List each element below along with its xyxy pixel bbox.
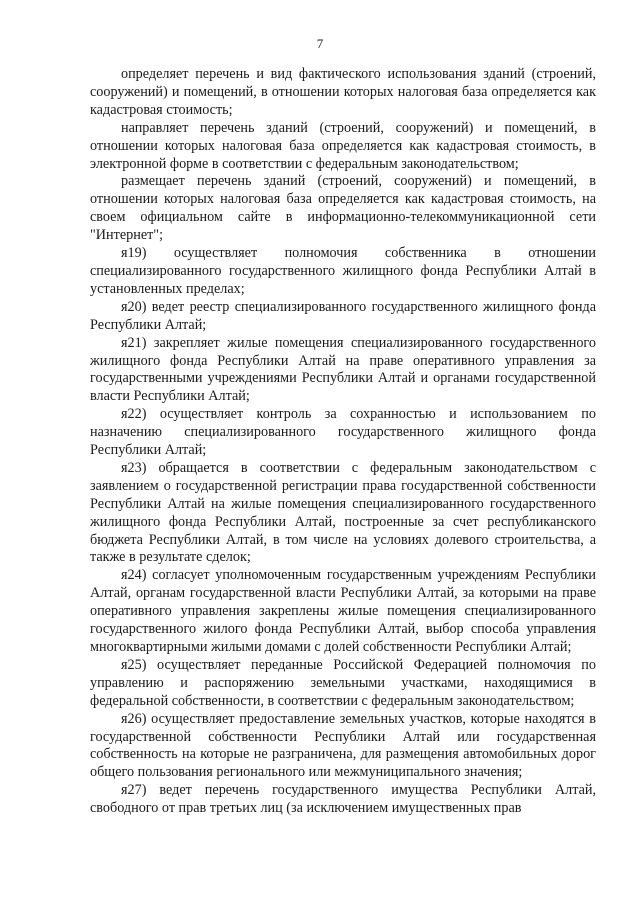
- paragraph-item-19: я19) осуществляет полномочия собственника в отношении специализированного государственного жилищного фонда Республики Алтай в установленных пределах;: [90, 245, 596, 297]
- page-number: 7: [316, 36, 324, 51]
- document-body: [90, 66, 596, 818]
- paragraph-item-21: я21) закрепляет жилые помещения специализированного государственного жилищного фонда Республики Алтай на праве оперативного управления за государственными учреждениями Республики Алтай и органами государственной власти Республики Алтай;: [90, 334, 596, 405]
- paragraph-item-25: я25) осуществляет переданные Российской Федерацией полномочия по управлению и распоряжению земельными участками, находящимися в федеральной собственности, в соответствии с федеральным законодательством;: [90, 656, 596, 709]
- paragraph-list-continuation: определяет перечень и вид фактического использования зданий (строений, сооружений) и помещений, в отношении которых налоговая база определяется как кадастровая стоимость;: [90, 66, 596, 118]
- paragraph-item-23: я23) обращается в соответствии с федеральным законодательством с заявлением о государственной регистрации права государственной собственности Республики Алтай на жилые помещения специализированного государственного жилищного фонда Республики Алтай, построенные за счет республиканского бюджета Республики Алтай, в том числе на условиях долевого строительства, а также в результате сделок;: [90, 459, 596, 566]
- paragraph-item-22: я22) осуществляет контроль за сохранностью и использованием по назначению специализированного государственного жилищного фонда Республики Алтай;: [90, 406, 596, 459]
- paragraph-send-list: направляет перечень зданий (строений, сооружений) и помещений, в отношении которых налоговая база определяется как кадастровая стоимость, в электронной форме в соответствии с федеральным законодательством;: [90, 119, 596, 172]
- paragraph-publish-list: размещает перечень зданий (строений, сооружений) и помещений, в отношении которых налоговая база определяется как кадастровая стоимость, на своем официальном сайте в информационно-телекоммуникационной сети "Интернет";: [90, 173, 596, 244]
- paragraph-item-20: я20) ведет реестр специализированного государственного жилищного фонда Республики Алтай;: [90, 298, 596, 333]
- paragraph-item-24: я24) согласует уполномоченным государственным учреждениям Республики Алтай, органам государственной власти Республики Алтай, за которыми на праве оперативного управления закреплены жилые помещения специализированного государственного жилого фонда Республики Алтай, выбор способа управления многоквартирными жилыми домами с долей собственности Республики Алтай;: [90, 567, 596, 655]
- paragraph-item-27: я27) ведет перечень государственного имущества Республики Алтай, свободного от прав третьих лиц (за исключением имущественных прав: [90, 782, 596, 817]
- paragraph-item-26: я26) осуществляет предоставление земельных участков, которые находятся в государственной собственности Республики Алтай или государственная собственность на которые не разграничена, для размещения автомобильных дорог общего пользования регионального или межмуниципального значения;: [90, 710, 596, 781]
